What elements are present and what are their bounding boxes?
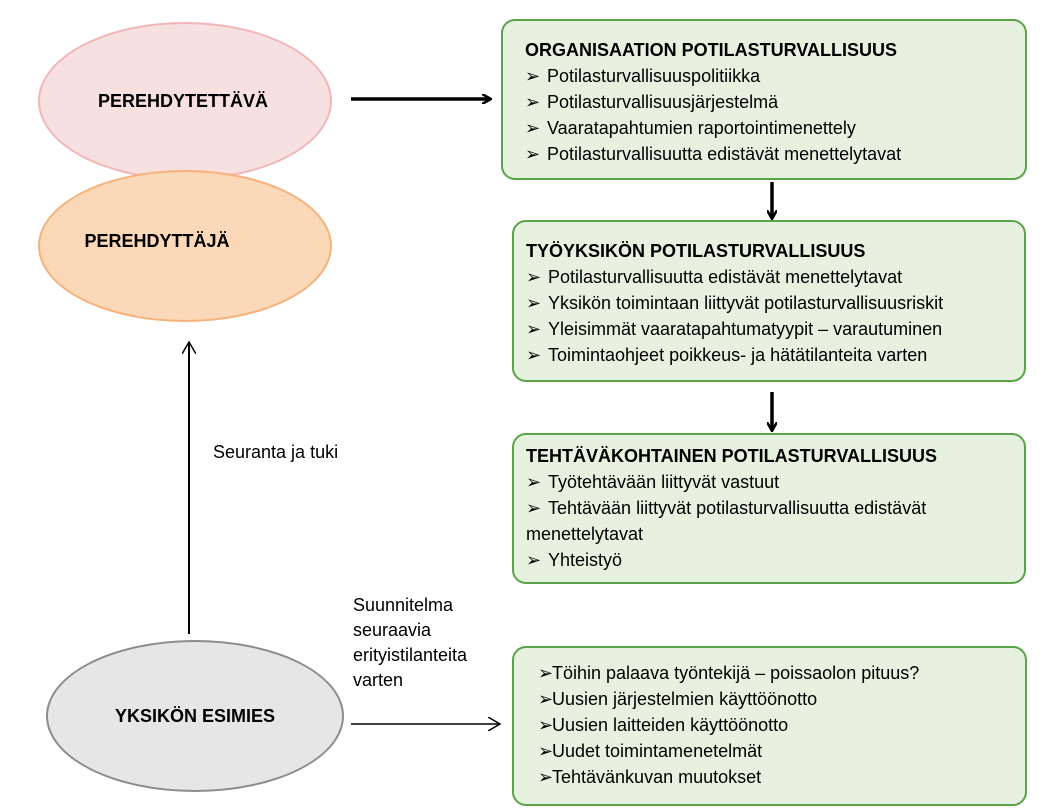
list-item: ➢ Yksikön toimintaan liittyvät potilasturvallisuusriskit [526,290,1012,316]
list-item: ➢ Potilasturvallisuutta edistävät menettelytavat [525,141,1013,167]
bullet-icon: ➢ [525,118,541,138]
perehdyttaja-ellipse [38,170,332,322]
esimies-ellipse [46,640,344,792]
list-item: ➢ Toimintaohjeet poikkeus- ja hätätilanteita varten [526,342,1012,368]
bullet-icon: ➢ [526,345,542,365]
list-item: ➢Uudet toimintamenetelmät [538,738,1013,764]
tehtava-box [512,433,1026,584]
list-item: ➢Töihin palaava työntekijä – poissaolon pituus? [538,660,1013,686]
tehtava-title: TEHTÄVÄKOHTAINEN POTILASTURVALLISUUS [526,446,938,466]
suunnitelma-label: Suunnitelma seuraavia erityistilanteita varten [353,595,468,690]
tyoyksikko-title: TYÖYKSIKÖN POTILASTURVALLISUUS [526,241,866,261]
bullet-icon: ➢ [526,293,542,313]
bullet-icon: ➢ [526,498,542,518]
erityistilanteet-box [512,646,1027,806]
bullet-icon: ➢ [538,689,554,709]
list-item: ➢ Tehtävään liittyvät potilasturvallisuutta edistävät menettelytavat [526,495,1012,547]
list-item: ➢ Potilasturvallisuusjärjestelmä [525,89,1013,115]
bullet-icon: ➢ [525,66,541,86]
organisaatio-title: ORGANISAATION POTILASTURVALLISUUS [525,40,898,60]
seuranta-label: Seuranta ja tuki [213,442,339,462]
bullet-icon: ➢ [526,472,542,492]
tyoyksikko-box [512,220,1026,382]
bullet-icon: ➢ [526,319,542,339]
perehdytettava-label: PEREHDYTETTÄVÄ [97,90,268,111]
list-item: ➢Uusien laitteiden käyttöönotto [538,712,1013,738]
bullet-icon: ➢ [525,92,541,112]
bullet-icon: ➢ [538,767,554,787]
list-item: ➢ Työtehtävään liittyvät vastuut [526,469,1012,495]
list-item: ➢ Yleisimmät vaaratapahtumatyypit – varautuminen [526,316,1012,342]
list-item: ➢ Potilasturvallisuuspolitiikka [525,63,1013,89]
bullet-icon: ➢ [538,663,554,683]
bullet-icon: ➢ [538,741,554,761]
perehdyttaja-label: PEREHDYTTÄJÄ [84,230,230,251]
list-item: ➢Tehtävänkuvan muutokset [538,764,1013,790]
bullet-icon: ➢ [526,550,542,570]
bullet-icon: ➢ [525,144,541,164]
list-item: ➢ Potilasturvallisuutta edistävät menettelytavat [526,264,1012,290]
list-item: ➢Uusien järjestelmien käyttöönotto [538,686,1013,712]
bullet-icon: ➢ [538,715,554,735]
perehdytettava-ellipse [38,22,332,180]
bullet-icon: ➢ [526,267,542,287]
list-item: ➢ Vaaratapahtumien raportointimenettely [525,115,1013,141]
list-item: ➢ Yhteistyö [526,547,1012,573]
esimies-label: YKSIKÖN ESIMIES [114,705,276,726]
organisaatio-box [501,19,1027,180]
